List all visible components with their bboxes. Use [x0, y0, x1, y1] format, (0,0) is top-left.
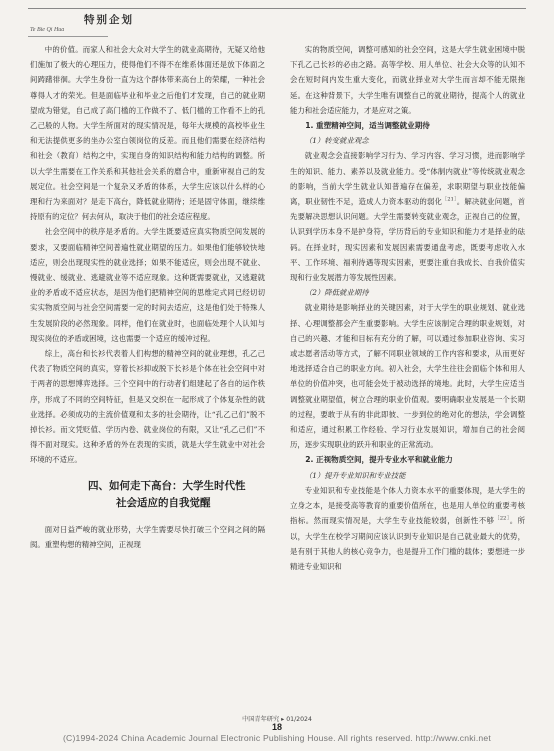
- paragraph: 社会空间中的秩序是矛盾的。大学生既要适应真实物质空间发展的要求，又要面临精神空间普遍性就业期望的压力。如果他们能够较快地适应，则会出现现实性的就业选择；如果不能适应，则会出现不就业、慢就业、缓就业、逃避就业等不适应现象。这种既需要就业，又逃避就业的矛盾或不适应状态，是因为他们把精神空间的思维定式同已经切切实实物质空间与社会空间需要一定的时间去适应，这是他们处于特殊人生发展阶段的必然现象。同样，他们在就业时，也面临处理个人认知与现实岗位的矛盾或困境，这也需要一个适应的缓冲过程。: [30, 227, 265, 343]
- section-pinyin: Te Bie Qi Hua: [30, 27, 65, 33]
- subsection-heading: 1. 重塑精神空间，适当调整就业期待: [305, 121, 430, 131]
- citation-ref: ［21］: [442, 196, 457, 203]
- page-header: [0, 0, 554, 40]
- paragraph-text: 专业知识和专业技能是个体人力资本水平的重要体现，是大学生的立身之本，是接受高等教育的重要价值所在，也是用人单位的重要考核指标。然而现实情况是，大学生专业技能较弱，创新性不够: [290, 485, 525, 526]
- citation-ref: ［22］: [494, 515, 510, 522]
- paragraph-text: 就业观念会直接影响学习行为、学习内容、学习习惯，进而影响学生的知识、能力、素养以及就业能力。受“体制内就业”等传统就业观念的影响，当前大学生就业认知普遍存在偏差，求职期望与职业技能偏离，职业韧性不足，造成人力资本驱动的弱化: [290, 151, 525, 207]
- paragraph: 中的价值。而家人和社会大众对大学生的就业高期待，无疑又给他们施加了极大的心理压力，使得他们不得不在维系体面还是放下体面之间踌躇徘徊。大学生身份一直为这个群体带来高台上的荣耀，一种社会尊得人才的荣光。但是面临毕业和毕业之后他们才发现，自己的就业期望成为错觉，自己成了高门槛的工作做不了、低门槛的工作看不上的孔乙己般的人物。大学生所面对的现实情况是，每年大规模的高校毕业生和无法提供更多的坐办公室白领岗位的反差。而且他们需要在经济结构和社会（教育）结构之中，实现自身的知识结构和能力结构的调整。所以大学生需要在工作关系和其他社会关系的磨合中，重新审视自己的发展定位。社会空间是一个复杂又矛盾的体系，大学生应该以什么样的心理和行为来面对？是走下高台，降低就业期待；还是固守体面，继续维持原有的定位？何去何从，取决于他们的社会适应程度。: [30, 45, 265, 222]
- left-column: [30, 42, 265, 552]
- right-column: [290, 42, 525, 574]
- paragraph-text: 。所以，大学生在校学习期间应该认识到专业知识是自己就业最大的优势，是有别于其他人的核心竞争力，也是提升工作门槛的载体；要想进一步精进专业知识和: [290, 516, 525, 571]
- subsection-heading: 2. 正视物质空间，提升专业水平和就业能力: [305, 455, 453, 465]
- copyright-line: (C)1994-2024 China Academic Journal Electronic Publishing House. All rights reserved. http://www.cnki.net: [63, 733, 491, 743]
- journal-footer: 中国青年研究 ▸ 01/2024: [242, 716, 312, 723]
- section-heading-line1: 四、如何走下高台：大学生时代性: [88, 479, 246, 492]
- section-heading-line2: 社会适应的自我觉醒: [116, 496, 211, 509]
- paragraph: [290, 148, 525, 285]
- page-number: 18: [271, 722, 282, 732]
- section-title: 特别企划: [84, 14, 134, 26]
- paragraph: 就业期待是影响择业的关键因素，对于大学生的职业规划、就业选择、心理调整都会产生重要影响。大学生应该制定合理的职业规划，对自己的兴趣、才能和目标有充分的了解，可以通过参加职业咨询、实习或志愿者活动等方式，了解不同职业领域的工作内容和要求，从而更好地选择适合自己的职业方向。初入社会，大学生往往会面临个体和用人单位的价值冲突，也可能会处于被动选择的境地。此时，大学生应适当调整就业期望值，树立合理的职业价值观。要明确职业发展是一个长期的过程，要敢于从有的非此即彼、一步到位的绝对化的想法，学会调整和适应，通过积累工作经验、学习行业发展知识，增加自己的社会阅历，逐步实现职业的跃升和职业的正常流动。: [290, 303, 525, 450]
- section-heading: [30, 478, 265, 512]
- subsubsection-heading: （1）提升专业知识和专业技能: [304, 470, 406, 480]
- paragraph-text: 。解决就业问题，首先要解决思想认识问题。大学生需要转变就业观念，正视自己的位置，认识到学历本身不是护身符，学历背后的专业知识和能力才是择业的砝码。在择业时，现实因素和发展因素需要通盘考虑，既要考虑收入水平、工作环境、福利待遇等现实因素，更要注重自我成长、自我价值实现和行业发展潜力等发展性因素。: [290, 197, 525, 283]
- header-underline: [28, 36, 108, 37]
- paragraph: 综上，高台和长衫代表着人们构想的精神空间的就业理想，孔乙己代表了物质空间的真实，穿着长衫抑或脱下长衫是个体在社会空间中对于两者的思想博弈选择。三个空间中的行动者们组建起了各自的运作秩序，形成了不同的空间特征，但是又交织在一起形成了个体复杂性的就业选择。必须成功的主流价值观和太多的社会期待，让“孔乙己们”脱不掉长衫。而文凭贬值、学历内卷、就业岗位的有限，又让“孔乙己们”不得不面对现实。这种矛盾的外在表现的实质，就是大学生就业中对社会环境的不适应。: [30, 349, 265, 465]
- paragraph: 面对日益严峻的就业形势，大学生需要尽快打破三个空间之间的隔阂。重塑构想的精神空间，正视现: [30, 524, 265, 549]
- subsubsection-heading: （1）转变就业观念: [304, 136, 369, 146]
- paragraph: [290, 483, 525, 574]
- paragraph: 实的物质空间，调整可感知的社会空间，这是大学生就业困境中脱下孔乙己长衫的必由之路。高等学校、用人单位、社会大众等的认知不会在短时间内发生重大变化，而就业择业对大学生而言却不能无限拖延。在这种背景下，大学生唯有调整自己的就业期待，提高个人的就业能力和社会适应能力，才是应对之策。: [290, 45, 525, 115]
- subsubsection-heading: （2）降低就业期待: [304, 288, 369, 298]
- header-rule: [28, 8, 526, 9]
